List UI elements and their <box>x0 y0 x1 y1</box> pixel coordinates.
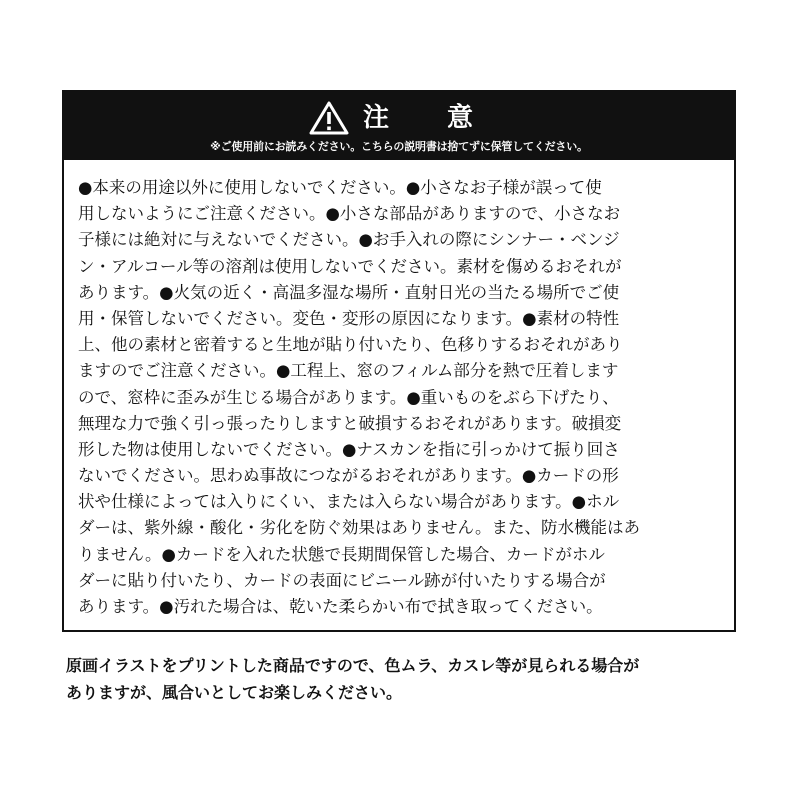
footer-line: ありますが、風合いとしてお楽しみください。 <box>66 683 403 702</box>
caution-line: ン・アルコール等の溶剤は使用しないでください。素材を傷めるおそれが <box>78 256 622 276</box>
footer-note <box>66 652 756 706</box>
caution-line: 子様には絶対に与えないでください。●お手入れの際にシンナー・ベンジ <box>78 230 620 250</box>
caution-line: 用しないようにご注意ください。●小さな部品がありますので、小さなお <box>78 204 621 224</box>
caution-title: 注 意 <box>362 103 489 133</box>
caution-line: 上、他の素材と密着すると生地が貼り付いたり、色移りするおそれがあり <box>78 335 623 355</box>
caution-box <box>62 90 736 632</box>
caution-title-row <box>64 100 734 136</box>
caution-line: ので、窓枠に歪みが生じる場合があります。●重いものをぶら下げたり、 <box>78 387 619 407</box>
footer-line: 原画イラストをプリントした商品ですので、色ムラ、カスレ等が見られる場合が <box>66 656 640 675</box>
caution-line: りません。●カードを入れた状態で長期間保管した場合、カードがホル <box>78 544 605 564</box>
caution-body <box>78 175 722 620</box>
caution-line: 無理な力で強く引っ張ったりしますと破損するおそれがあります。破損変 <box>78 413 622 433</box>
caution-line: あります。●火気の近く・高温多湿な場所・直射日光の当たる場所でご使 <box>78 282 620 302</box>
caution-line: 用・保管しないでください。変色・変形の原因になります。●素材の特性 <box>78 308 620 328</box>
caution-header <box>64 92 734 160</box>
caution-line: ●本来の用途以外に使用しないでください。●小さなお子様が誤って使 <box>78 178 602 197</box>
caution-line: ダーに貼り付いたり、カードの表面にビニール跡が付いたりする場合が <box>78 570 606 590</box>
caution-line: ないでください。思わぬ事故につながるおそれがあります。●カードの形 <box>78 466 619 486</box>
caution-line: ダーは、紫外線・酸化・劣化を防ぐ効果はありません。また、防水機能はあ <box>78 518 640 538</box>
caution-line: あります。●汚れた場合は、乾いた柔らかい布で拭き取ってください。 <box>78 597 603 616</box>
caution-subtitle-note: ※ご使用前にお読みください。こちらの説明書は捨てずに保管してください。 <box>210 140 588 153</box>
caution-line: 形した物は使用しないでください。●ナスカンを指に引っかけて振り回さ <box>78 439 620 459</box>
warning-triangle-icon <box>309 101 349 135</box>
caution-line: 状や仕様によっては入りにくい、または入らない場合があります。●ホル <box>78 492 620 512</box>
caution-line: ますのでご注意ください。●工程上、窓のフィルム部分を熱で圧着します <box>78 361 619 381</box>
